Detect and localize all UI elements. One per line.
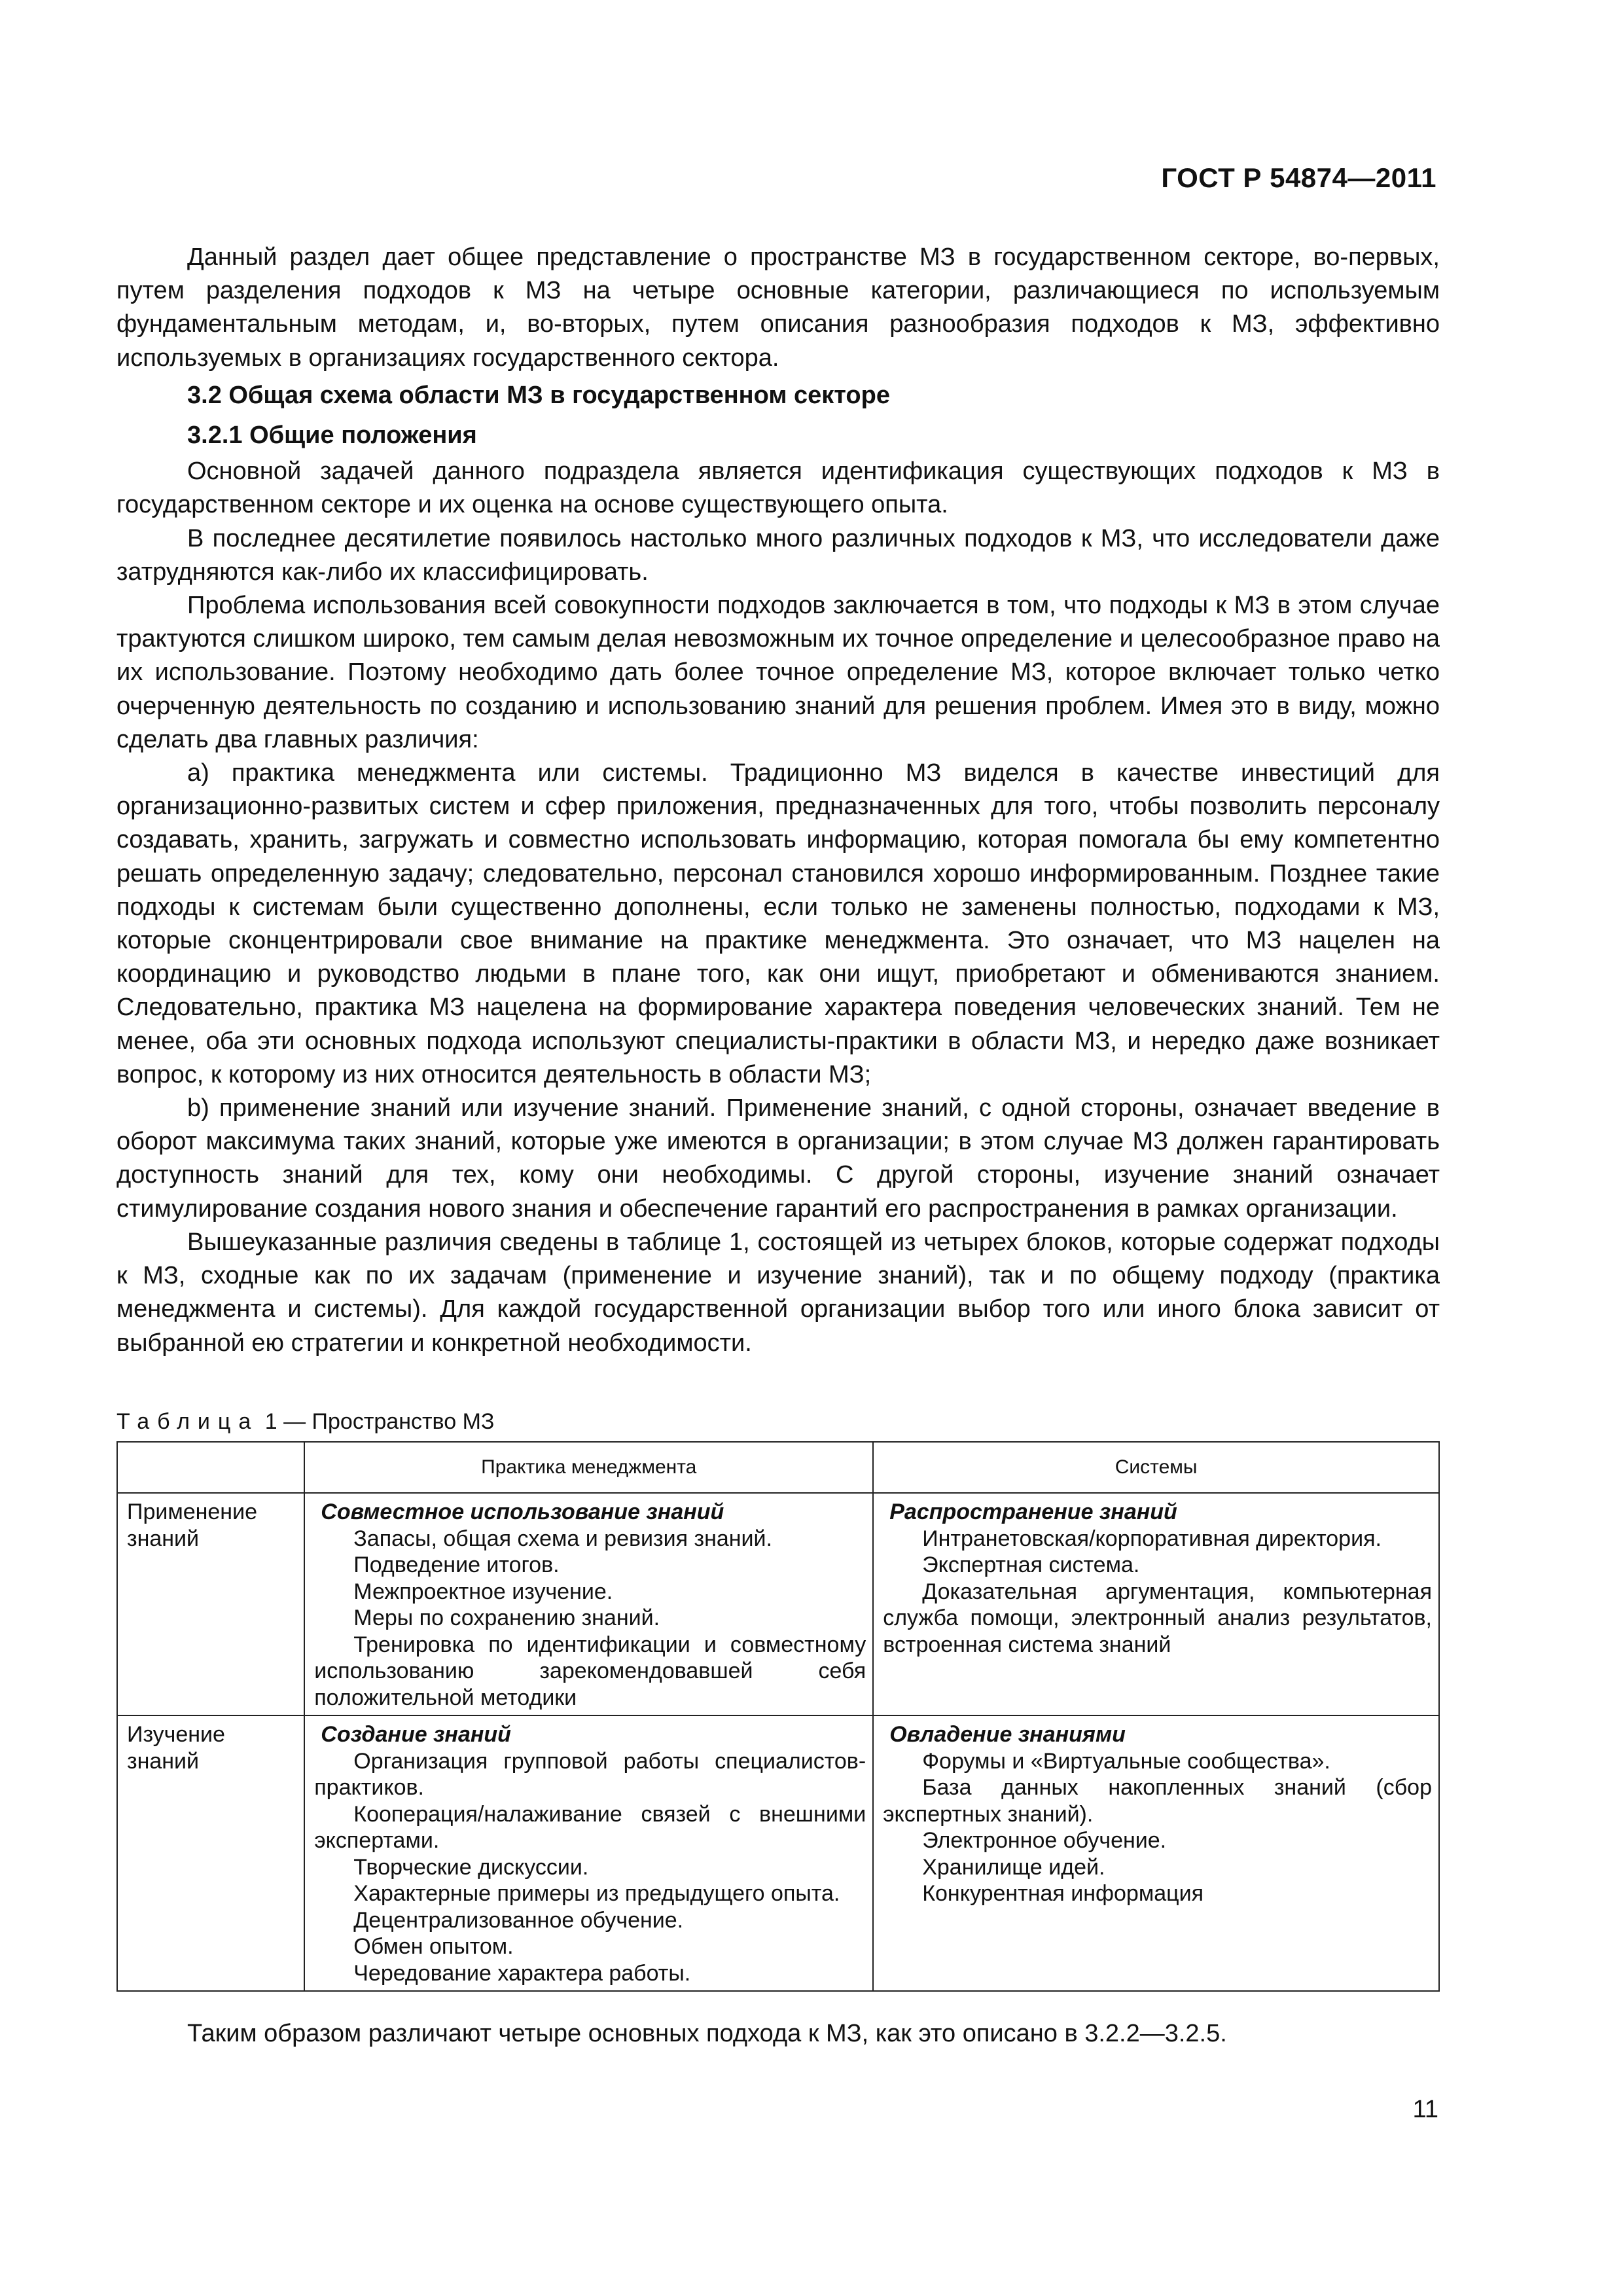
block-item: Организация групповой работы специалистов-практиков. (314, 1748, 866, 1800)
block-title: Распространение знаний (889, 1499, 1177, 1524)
block-item: Обмен опытом. (353, 1934, 514, 1959)
block-item: Кооперация/налаживание связей с внешними экспертами. (314, 1801, 866, 1853)
paragraph: Вышеуказанные различия сведены в таблице 1, состоящей из четырех блоков, которые содержат подходы к МЗ, сходные как по их задачам (применение и изучение знаний), так и по общему подходу (практика менеджмента и системы). Для каждой государственной организации выбор того или иного блока зависит от выбранной ею стратегии и конкретной необходимости. (116, 1228, 1440, 1357)
block-item: Тренировка по идентификации и совместному использованию зарекомендовавшей себя положительной методики (314, 1632, 866, 1710)
table-caption (116, 1407, 494, 1436)
after-table-paragraph: Таким образом различают четыре основных подхода к МЗ, как это описано в 3.2.2—3.2.5. (187, 2020, 1227, 2047)
block-item: Запасы, общая схема и ревизия знаний. (353, 1526, 772, 1551)
body-text (116, 241, 1440, 1360)
block-item: Конкурентная информация (922, 1881, 1204, 1906)
block-item: Интранетовская/корпоративная директория. (922, 1526, 1382, 1551)
table-header-cell: Системы (873, 1442, 1439, 1493)
page-number: 11 (1412, 2096, 1438, 2123)
block-item: Межпроектное изучение. (353, 1579, 613, 1604)
block-item: Творческие дискуссии. (353, 1854, 589, 1880)
paragraph: В последнее десятилетие появилось настолько много различных подходов к МЗ, что исследователи даже затрудняются как-либо их классифицировать. (116, 524, 1440, 586)
block-item: Подведение итогов. (353, 1552, 560, 1577)
block-item: Хранилище идей. (922, 1854, 1105, 1880)
block-item: База данных накопленных знаний (сбор экспертных знаний). (883, 1775, 1432, 1827)
row-label: Изучение знаний (117, 1715, 304, 1991)
table-caption-title: 1 — Пространство МЗ (259, 1409, 495, 1434)
intro-paragraph: Данный раздел дает общее представление о пространстве МЗ в государственном секторе, во-первых, путем разделения подходов к МЗ на четыре основные категории, различающиеся по используемым фундаментальным методам, и, во-вторых, путем описания разнообразия подходов к МЗ, эффективно используемых в организациях государственного сектора. (116, 243, 1440, 372)
table-cell (304, 1715, 873, 1991)
block-item: Экспертная система. (922, 1552, 1140, 1577)
list-item-b: b) применение знаний или изучение знаний. Применение знаний, с одной стороны, означает введение в оборот максимума таких знаний, которые уже имеются в организации; в этом случае МЗ должен гарантировать доступность знаний для тех, кому они необходимы. С другой стороны, изучение знаний означает стимулирование создания нового знания и обеспечение гарантий его распространения в рамках организации. (116, 1094, 1440, 1223)
table-header-cell: Практика менеджмента (304, 1442, 873, 1493)
standard-code: ГОСТ Р 54874—2011 (1161, 162, 1436, 193)
row-label: Применение знаний (117, 1493, 304, 1715)
block-item: Чередование характера работы. (353, 1960, 691, 1986)
list-item-a: а) практика менеджмента или системы. Традиционно МЗ виделся в качестве инвестиций для организационно-развитых систем и сфер приложения, предназначенных для того, чтобы позволить персоналу создавать, хранить, загружать и совместно использовать информацию, которая помогала бы ему компетентно решать определенную задачу; следовательно, персонал становился хорошо информированным. Позднее такие подходы к системам были существенно дополнены, если только не заменены полностью, подходами к МЗ, которые сконцентрировали свое внимание на практике менеджмента. Это означает, что МЗ нацелен на координацию и руководство людьми в плане того, как они ищут, приобретают и обмениваются знанием. Следовательно, практика МЗ нацелена на формирование характера поведения человеческих знаний. Тем не менее, оба эти основных подхода используют специалисты-практики в области МЗ, и нередко даже возникает вопрос, к которому из них относится деятельность в области МЗ; (116, 759, 1440, 1088)
block-item: Меры по сохранению знаний. (353, 1605, 660, 1630)
table-row (117, 1715, 1439, 1991)
table-header-cell (117, 1442, 304, 1493)
table-cell (304, 1493, 873, 1715)
block-title: Овладение знаниями (889, 1722, 1126, 1747)
table-caption-label: Таблица (116, 1409, 259, 1434)
km-space-table (116, 1441, 1440, 1992)
paragraph: Основной задачей данного подраздела является идентификация существующих подходов к МЗ в государственном секторе и их оценка на основе существующего опыта. (116, 457, 1440, 519)
table-cell (873, 1715, 1439, 1991)
block-title: Совместное использование знаний (321, 1499, 724, 1524)
subsection-heading: 3.2.1 Общие положения (187, 422, 477, 450)
paragraph: Проблема использования всей совокупности подходов заключается в том, что подходы к МЗ в этом случае трактуются слишком широко, тем самым делая невозможным их точное определение и целесообразное право на их использование. Поэтому необходимо дать более точное определение МЗ, которое включает только четко очерченную деятельность по созданию и использованию знаний для решения проблем. Имея это в виду, можно сделать два главных различия: (116, 592, 1440, 753)
block-item: Децентрализованное обучение. (353, 1907, 684, 1933)
block-item: Характерные примеры из предыдущего опыта. (353, 1881, 840, 1906)
block-item: Форумы и «Виртуальные сообщества». (922, 1748, 1330, 1774)
block-item: Электронное обучение. (922, 1828, 1167, 1853)
table-cell (873, 1493, 1439, 1715)
section-heading: 3.2 Общая схема области МЗ в государственном секторе (187, 381, 890, 409)
table-header-row (117, 1442, 1439, 1493)
table-row (117, 1493, 1439, 1715)
block-item: Доказательная аргументация, компьютерная служба помощи, электронный анализ результатов, встроенная система знаний (883, 1579, 1432, 1657)
block-title: Создание знаний (321, 1722, 511, 1747)
